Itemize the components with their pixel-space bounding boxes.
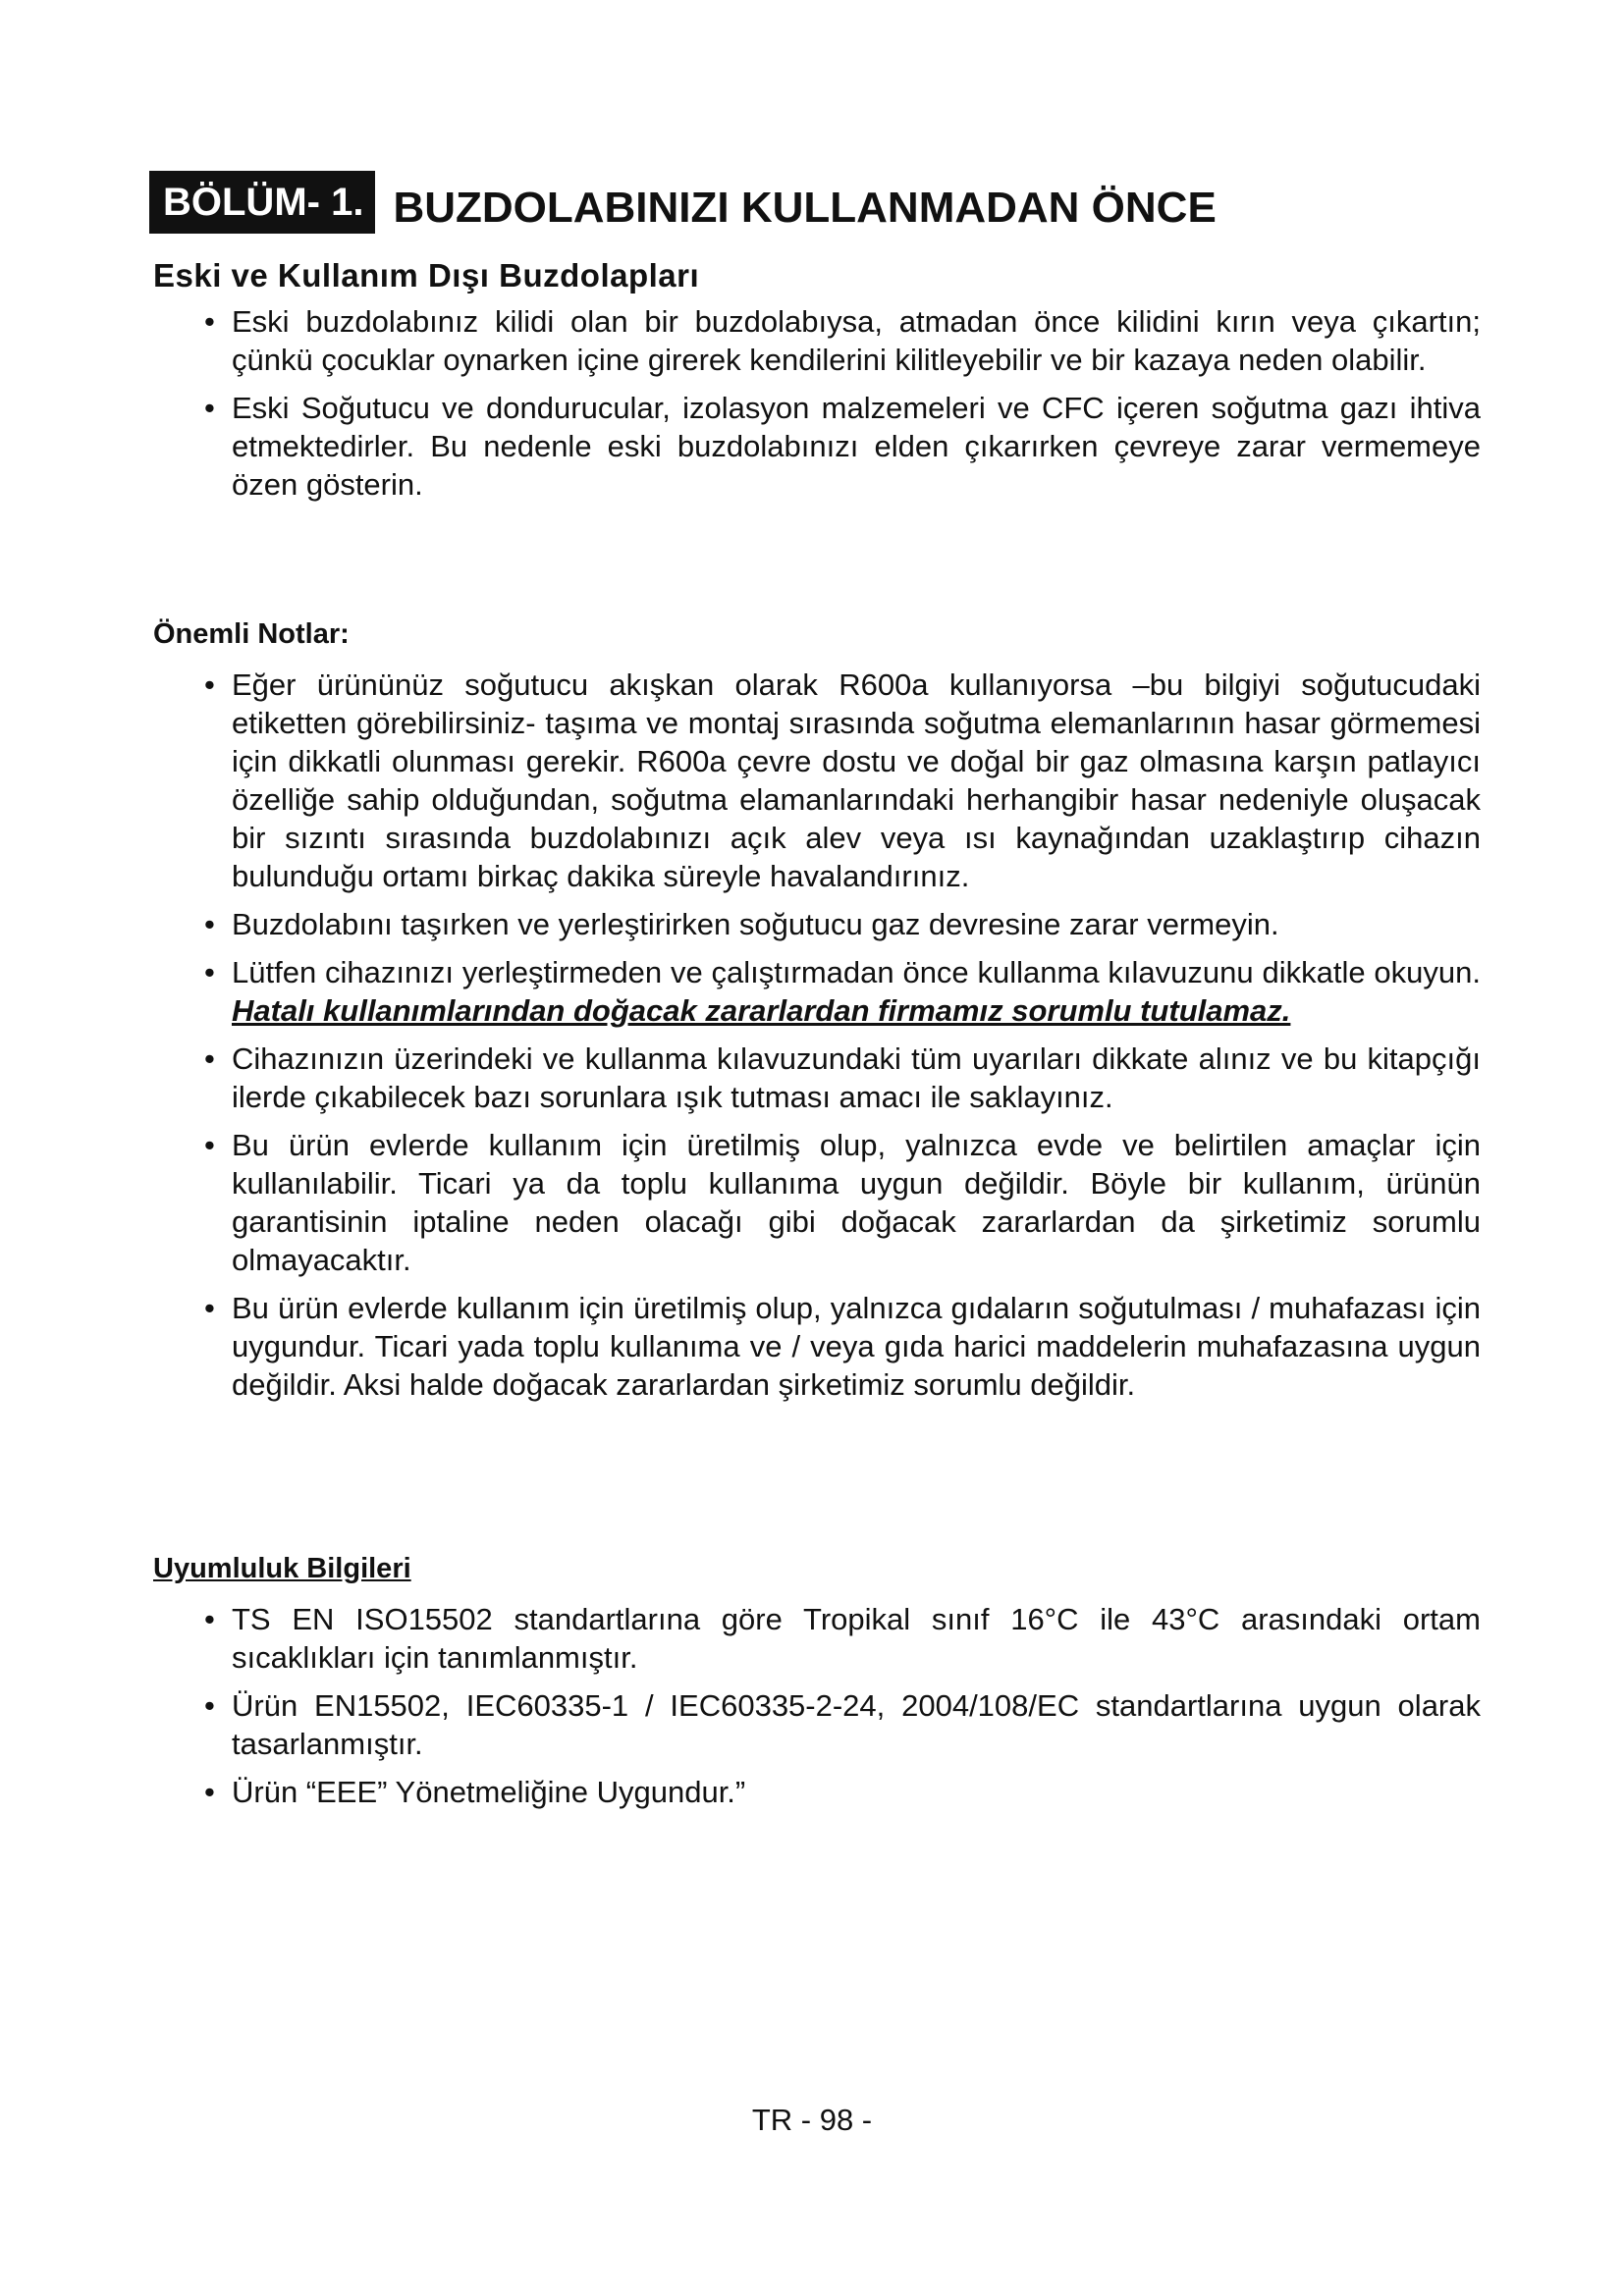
list-item: • Lütfen cihazınızı yerleştirmeden ve çalıştırmadan önce kullanma kılavuzunu dikkatle okuyun. Hatalı kullanımlarından doğacak zararlardan firmamız sorumlu tutulamaz. [204, 955, 1481, 1028]
liability-warning: Hatalı kullanımlarından doğacak zararlardan firmamız sorumlu tutulamaz. [232, 993, 1291, 1028]
list-item: • Eski Soğutucu ve dondurucular, izolasyon malzemeleri ve CFC içeren soğutma gazı ihtiva etmektedirler. Bu nedenle eski buzdolabınızı elden çıkarırken çevreye zarar vermemeye özen gösterin. [204, 391, 1481, 502]
bullet-icon: • [204, 907, 215, 941]
bullet-icon: • [204, 1291, 215, 1325]
old-fridges-list [204, 302, 1481, 504]
list-item: • Ürün “EEE” Yönetmeliğine Uygundur.” [204, 1775, 746, 1809]
list-item: • Eski buzdolabınız kilidi olan bir buzdolabıysa, atmadan önce kilidini kırın veya çıkartın; çünkü çocuklar oynarken içine girerek kendilerini kilitleyebilir ve bir kazaya neden olabilir. [204, 304, 1481, 377]
list-item: • Eğer ürününüz soğutucu akışkan olarak R600a kullanıyorsa –bu bilgiyi soğutucudaki etiketten görebilirsiniz- taşıma ve montaj sırasında soğutma elemanlarının hasar görmemesi için dikkatli olunması gerekir. R600a çevre dostu ve doğal bir gaz olmasına karşın patlayıcı özelliğe sahip olduğundan, soğutma elamanlarındaki herhangibir hasar nedeniyle oluşacak bir sızıntı sırasında buzdolabınızı açık alev veya ısı kaynağından uzaklaştırıp cihazın bulunduğu ortamı birkaç dakika süreyle havalandırınız. [204, 667, 1481, 893]
important-notes-list [204, 666, 1481, 1404]
compliance-list [204, 1600, 1481, 1811]
list-item: • TS EN ISO15502 standartlarına göre Tropikal sınıf 16°C ile 43°C arasındaki ortam sıcaklıkları için tanımlanmıştır. [204, 1602, 1481, 1675]
old-fridges-title: Eski ve Kullanım Dışı Buzdolapları [153, 257, 700, 294]
bullet-icon: • [204, 1041, 215, 1076]
list-item: • Cihazınızın üzerindeki ve kullanma kılavuzundaki tüm uyarıları dikkate alınız ve bu kitapçığı ilerde çıkabilecek bazı sorunlara ışık tutması amacı ile saklayınız. [204, 1041, 1481, 1114]
chapter-title: BUZDOLABINIZI KULLANMADAN ÖNCE [393, 184, 1217, 232]
bullet-icon: • [204, 667, 215, 702]
bullet-icon: • [204, 304, 215, 339]
bullet-icon: • [204, 1775, 215, 1809]
important-notes-heading: Önemli Notlar: [153, 618, 350, 650]
list-item: • Bu ürün evlerde kullanım için üretilmiş olup, yalnızca gıdaların soğutulması / muhafazası için uygundur. Ticari yada toplu kullanıma ve / veya gıda harici maddelerin muhafazasına uygun değildir. Aksi halde doğacak zararlardan şirketimiz sorumlu değildir. [204, 1291, 1481, 1402]
page-number: TR - 98 - [751, 2103, 873, 2137]
bullet-icon: • [204, 1602, 215, 1636]
list-item: • Bu ürün evlerde kullanım için üretilmiş olup, yalnızca evde ve belirtilen amaçlar için kullanılabilir. Ticari ya da toplu kullanıma uygun değildir. Böyle bir kullanım, ürünün garantisinin iptaline neden olacağı gibi doğacak zararlardan da şirketimiz sorumlu olmayacaktır. [204, 1128, 1481, 1277]
compliance-heading: Uyumluluk Bilgileri [153, 1553, 411, 1584]
chapter-header [149, 165, 1217, 240]
bullet-icon: • [204, 955, 215, 989]
list-item: • Ürün EN15502, IEC60335-1 / IEC60335-2-24, 2004/108/EC standartlarına uygun olarak tasarlanmıştır. [204, 1688, 1481, 1761]
bullet-icon: • [204, 1688, 215, 1723]
chapter-badge: BÖLÜM- 1. [149, 171, 375, 234]
bullet-icon: • [204, 391, 215, 425]
bullet-icon: • [204, 1128, 215, 1162]
list-item: • Buzdolabını taşırken ve yerleştirirken soğutucu gaz devresine zarar vermeyin. [204, 907, 1279, 941]
